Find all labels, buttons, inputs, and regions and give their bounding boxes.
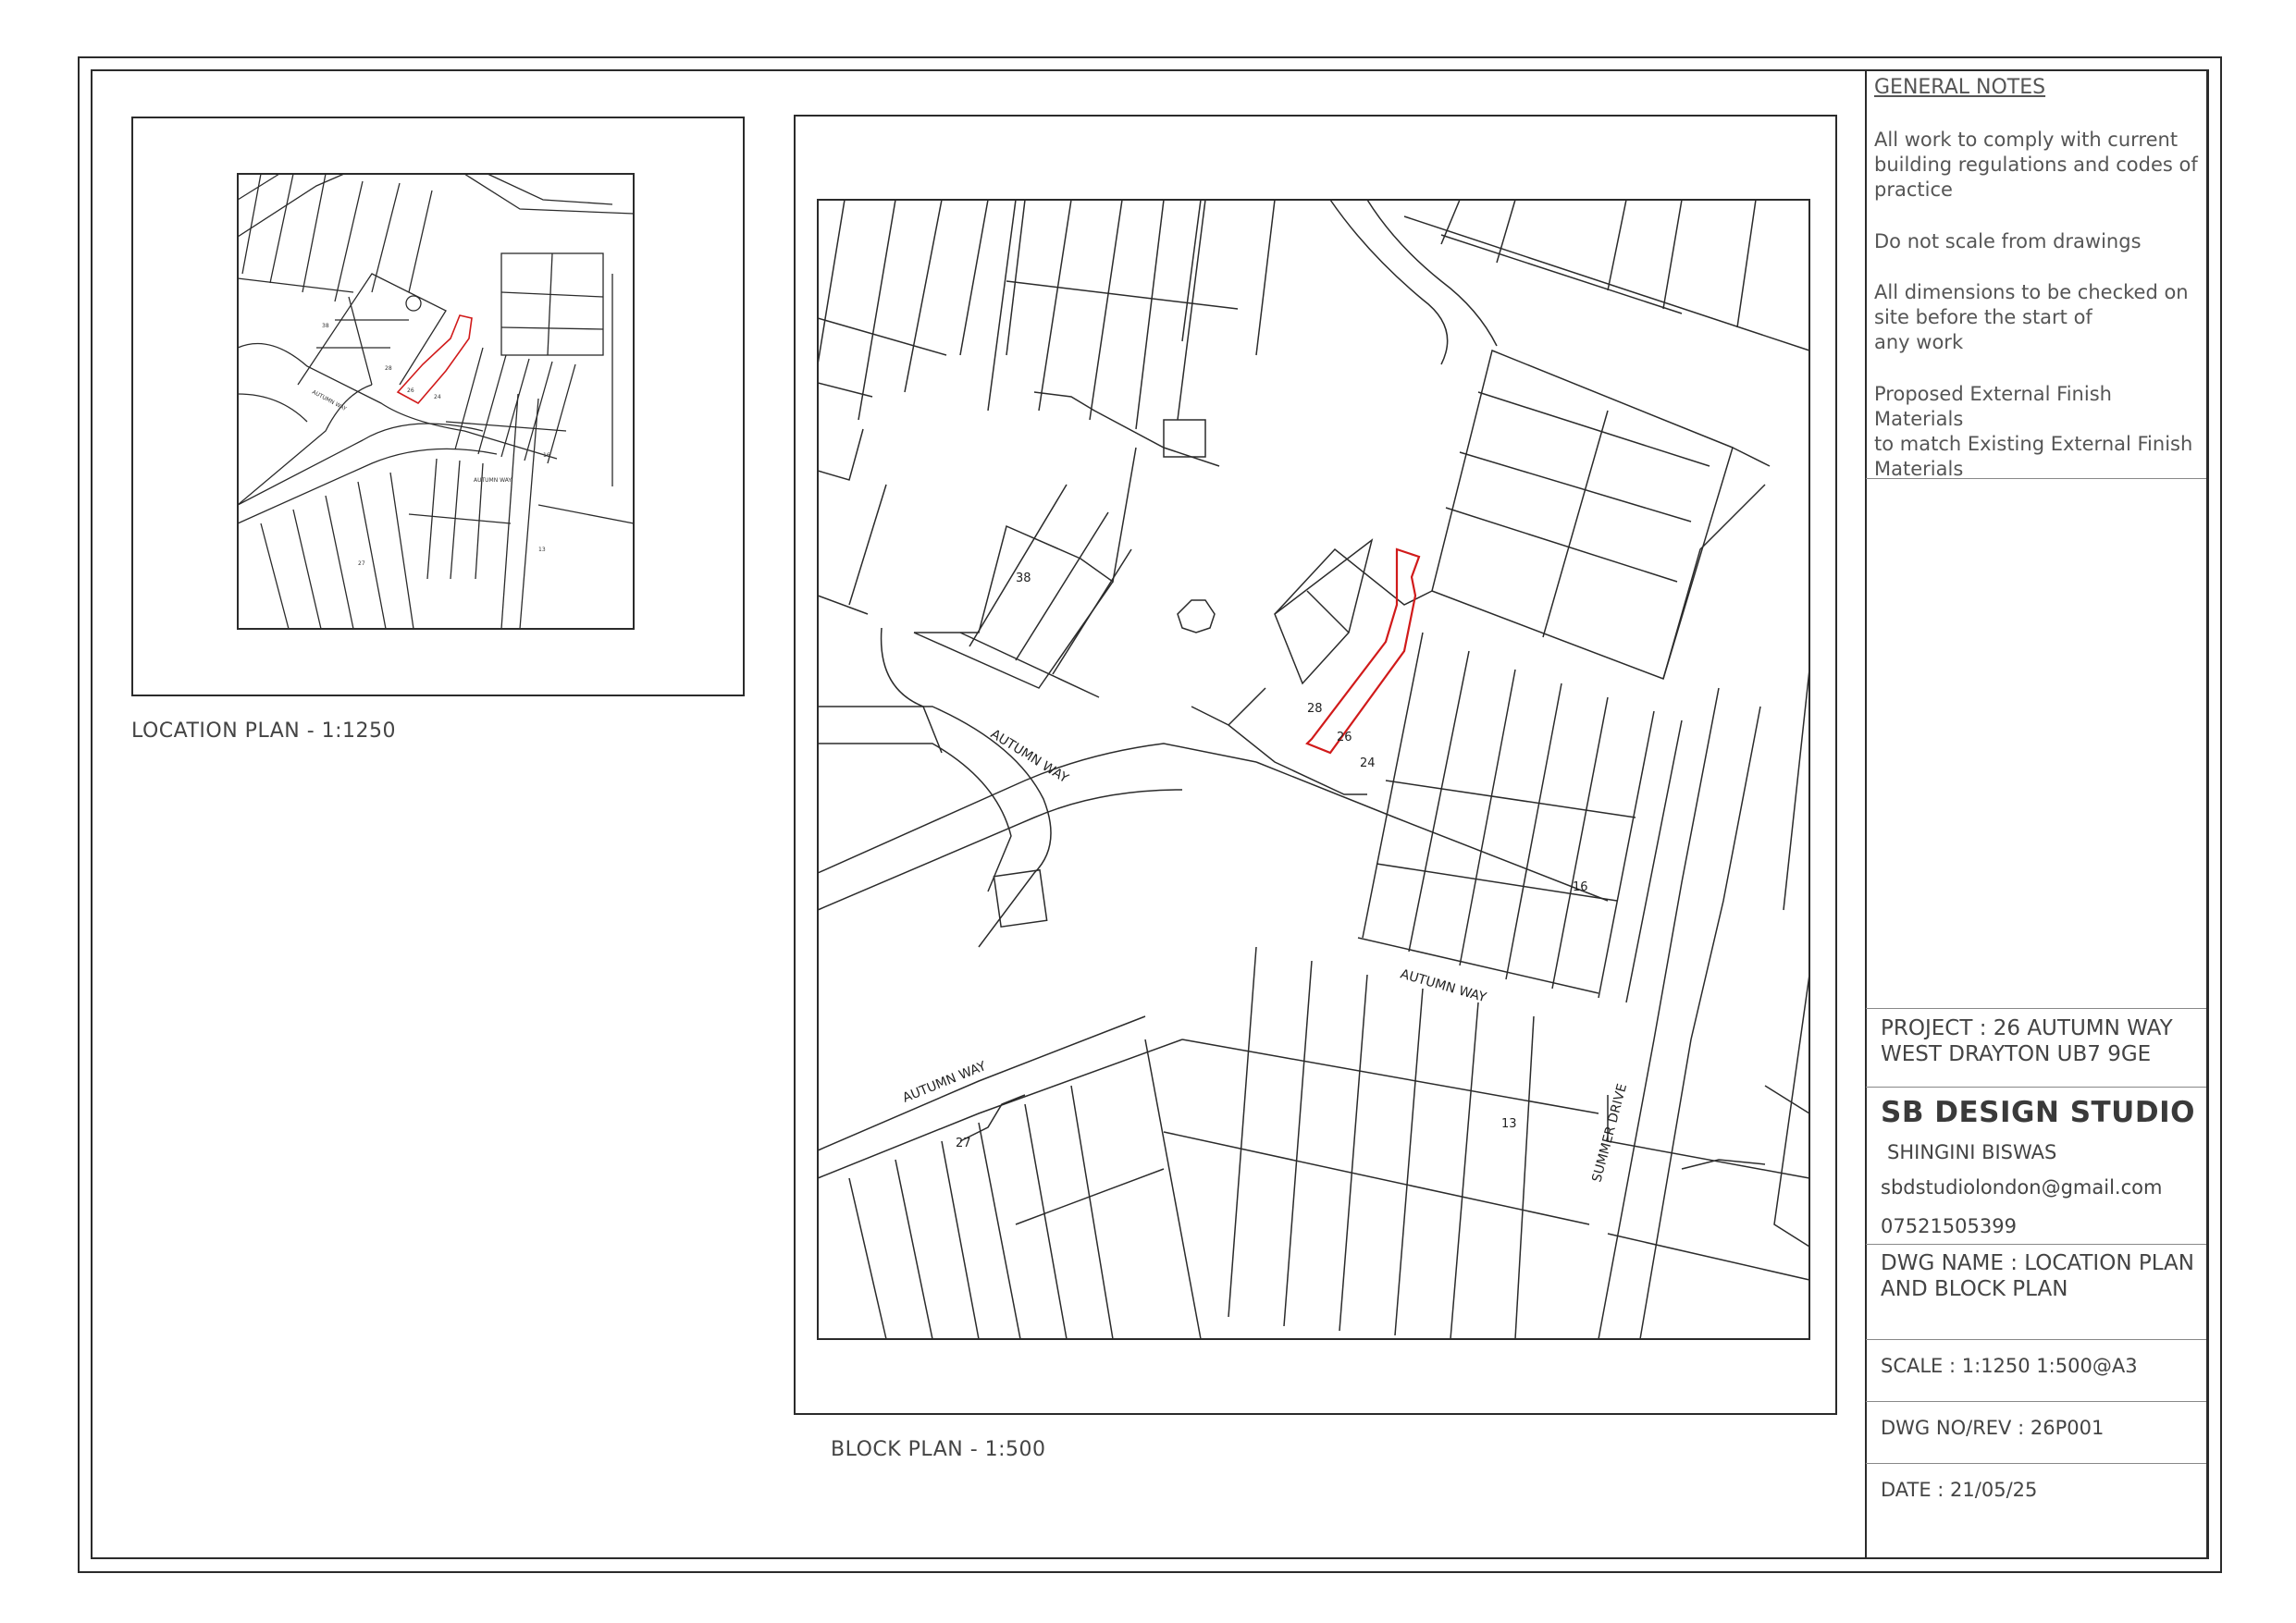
- label-house-16: 16: [1573, 880, 1588, 894]
- label-house-26: 26: [1337, 731, 1352, 744]
- drawing-date: DATE : 21/05/25: [1881, 1479, 2038, 1501]
- studio-name: SB DESIGN STUDIO: [1881, 1096, 2195, 1129]
- location-plan-caption: LOCATION PLAN - 1:1250: [131, 719, 397, 743]
- label-autumn-way-3: AUTUMN WAY: [900, 1059, 989, 1106]
- note-materials: Proposed External Finish Materials to match Existing External Finish Materials: [1874, 383, 2193, 480]
- label-house-24: 24: [1360, 756, 1376, 770]
- svg-text:26: 26: [407, 387, 414, 394]
- location-plan-map: [131, 117, 745, 696]
- note-dimensions: All dimensions to be checked on site before the start of any work: [1874, 281, 2189, 353]
- title-block-rule: [1866, 1463, 2208, 1464]
- label-house-28: 28: [1307, 702, 1323, 716]
- block-plan-caption: BLOCK PLAN - 1:500: [831, 1438, 1046, 1461]
- svg-text:24: 24: [434, 394, 441, 400]
- project-title: PROJECT : 26 AUTUMN WAY WEST DRAYTON UB7 9GE: [1881, 1016, 2173, 1066]
- block-plan-map: [794, 115, 1837, 1415]
- label-house-27: 27: [956, 1137, 971, 1150]
- svg-text:13: 13: [538, 547, 546, 553]
- label-autumn-way-1: AUTUMN WAY: [987, 726, 1071, 787]
- title-block-rule: [1866, 1339, 2208, 1340]
- note-regulations: All work to comply with current building regulations and codes of practice: [1874, 129, 2198, 201]
- drawing-number: DWG NO/REV : 26P001: [1881, 1417, 2105, 1439]
- svg-text:27: 27: [358, 560, 365, 567]
- title-block-rule: [1866, 1401, 2208, 1402]
- general-notes-heading: GENERAL NOTES: [1874, 76, 2046, 99]
- drawing-name: DWG NAME : LOCATION PLAN AND BLOCK PLAN: [1881, 1251, 2194, 1301]
- title-block-divider: [1865, 69, 1867, 1559]
- title-block-rule: [1866, 1244, 2208, 1245]
- contact-email: sbdstudiolondon@gmail.com: [1881, 1176, 2163, 1199]
- svg-text:28: 28: [385, 365, 392, 372]
- label-house-13: 13: [1501, 1117, 1517, 1131]
- svg-text:38: 38: [322, 323, 329, 329]
- title-block-right-edge: [2206, 69, 2208, 1559]
- drawing-scale: SCALE : 1:1250 1:500@A3: [1881, 1355, 2138, 1377]
- label-autumn-way-2: AUTUMN WAY: [1398, 966, 1488, 1006]
- note-scale: Do not scale from drawings: [1874, 230, 2142, 252]
- svg-text:16: 16: [543, 452, 550, 459]
- title-block-rule: [1866, 1087, 2208, 1088]
- svg-text:AUTUMN WAY: AUTUMN WAY: [311, 388, 348, 413]
- title-block-rule: [1866, 1008, 2208, 1009]
- svg-text:AUTUMN WAY: AUTUMN WAY: [474, 477, 512, 484]
- designer-name: SHINGINI BISWAS: [1887, 1141, 2057, 1163]
- label-house-38: 38: [1016, 572, 1031, 585]
- contact-phone: 07521505399: [1881, 1215, 2017, 1237]
- label-summer-drive: SUMMER DRIVE: [1589, 1082, 1631, 1185]
